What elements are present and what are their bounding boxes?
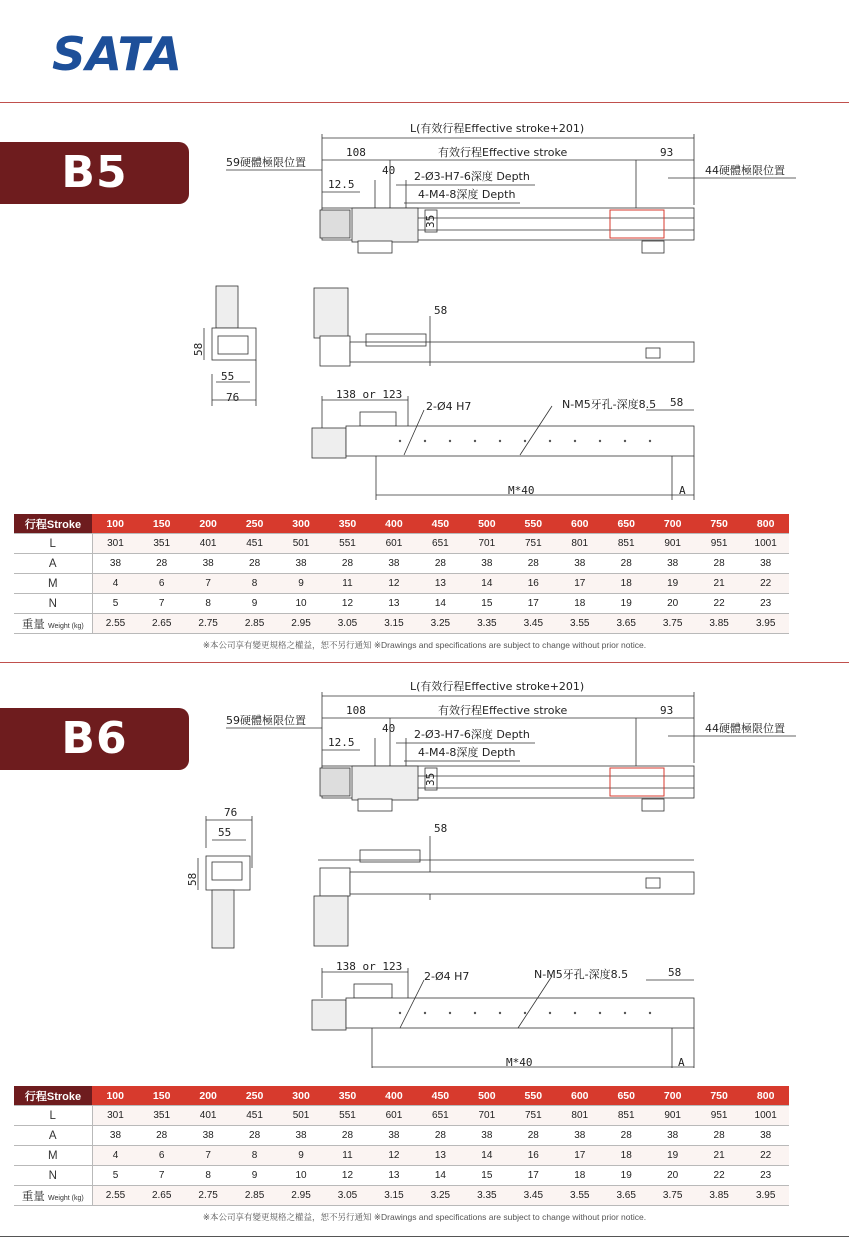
table-cell: 17 <box>510 1166 556 1186</box>
drawing-b5 <box>0 110 849 510</box>
disclaimer-note: ※本公司享有變更規格之權益，恕不另行通知 ※Drawings and specifications are subject to change without prior notice. <box>202 640 647 650</box>
table-cell: 5 <box>92 1166 138 1186</box>
table-cell: 38 <box>185 554 231 574</box>
table-cell: 28 <box>324 1126 370 1146</box>
table-cell: 17 <box>557 574 603 594</box>
table-cell: 8 <box>185 1166 231 1186</box>
table-cell: 351 <box>138 534 184 554</box>
table-cell: 301 <box>92 1106 138 1126</box>
table-cell: 23 <box>742 594 789 614</box>
table-cell: 2.65 <box>138 1186 184 1206</box>
table-cell: 601 <box>371 534 417 554</box>
table-cell: 10 <box>278 594 324 614</box>
dim-tap-hole: 4-M4-8深度 Depth <box>418 188 516 201</box>
dim-stroke: 有效行程Effective stroke <box>438 146 568 159</box>
stroke-value: 300 <box>278 514 324 534</box>
table-cell: 751 <box>510 1106 556 1126</box>
table-cell: 38 <box>371 1126 417 1146</box>
footer-rule <box>0 1236 849 1237</box>
dim-left-margin: 108 <box>346 704 366 717</box>
table-cell: 38 <box>92 1126 138 1146</box>
table-cell: 14 <box>464 574 510 594</box>
table-cell: 16 <box>510 574 556 594</box>
table-cell: 4 <box>92 574 138 594</box>
table-cell: 38 <box>185 1126 231 1146</box>
table-cell: 3.05 <box>324 614 370 634</box>
table-cell: 2.75 <box>185 1186 231 1206</box>
dim-slider-height: 35 <box>424 772 437 786</box>
stroke-value: 100 <box>92 1086 138 1106</box>
table-cell: 3.45 <box>510 614 556 634</box>
table-cell: 701 <box>464 1106 510 1126</box>
table-cell: 15 <box>464 594 510 614</box>
table-cell: 801 <box>557 534 603 554</box>
row-label <box>14 554 92 574</box>
table-cell: 2.55 <box>92 1186 138 1206</box>
stroke-value: 550 <box>510 514 556 534</box>
sata-logo <box>52 28 184 79</box>
table-cell: 17 <box>557 1146 603 1166</box>
stroke-value: 150 <box>138 514 184 534</box>
table-cell: 11 <box>324 1146 370 1166</box>
row-label <box>14 614 92 634</box>
dim-end-width-inner: 55 <box>221 370 235 383</box>
table-cell: 901 <box>649 1106 695 1126</box>
disclaimer-note: ※本公司享有變更規格之權益，恕不另行通知 ※Drawings and specifications are subject to change without prior notice. <box>202 1212 647 1222</box>
table-cell: 3.85 <box>696 614 742 634</box>
table-cell: 18 <box>603 574 649 594</box>
row-label-text: 重量 <box>21 618 45 631</box>
table-cell: 38 <box>649 554 695 574</box>
dim-right-limit: 44硬體極限位置 <box>705 722 785 735</box>
dim-right-margin: 93 <box>660 704 674 717</box>
stroke-value: 800 <box>742 1086 789 1106</box>
table-cell: 9 <box>231 1166 277 1186</box>
table-cell: 901 <box>649 534 695 554</box>
row-label <box>14 534 92 554</box>
spec-table-b6 <box>14 1086 789 1206</box>
table-cell: 3.15 <box>371 614 417 634</box>
table-cell: 801 <box>557 1106 603 1126</box>
dim-stroke: 有效行程Effective stroke <box>438 704 568 717</box>
table-cell: 21 <box>696 1146 742 1166</box>
dim-side-height: 58 <box>434 822 448 835</box>
stroke-value: 250 <box>231 514 277 534</box>
row-label <box>14 594 92 614</box>
table-cell: 28 <box>510 1126 556 1146</box>
table-cell: 9 <box>231 594 277 614</box>
dim-a: A <box>678 1056 685 1068</box>
table-cell: 38 <box>557 554 603 574</box>
table-cell: 7 <box>138 594 184 614</box>
dim-end-height: 58 <box>192 342 205 356</box>
dim-pitch: M*40 <box>506 1056 533 1068</box>
stroke-value: 500 <box>464 514 510 534</box>
table-cell: 28 <box>138 554 184 574</box>
row-label <box>14 1126 92 1146</box>
table-cell: 38 <box>278 554 324 574</box>
logo-text: SATA <box>52 28 182 74</box>
table-cell: 28 <box>696 1126 742 1146</box>
drawing-b6 <box>0 668 849 1068</box>
dim-right-margin: 93 <box>660 146 674 159</box>
dim-overall-length: L(有效行程Effective stroke+201) <box>410 680 585 693</box>
table-cell: 551 <box>324 1106 370 1126</box>
table-cell: 3.55 <box>557 1186 603 1206</box>
stroke-value: 650 <box>603 1086 649 1106</box>
dim-bottom-right: 58 <box>668 966 682 979</box>
table-cell: 12 <box>371 1146 417 1166</box>
model-badge: B6 <box>0 708 189 770</box>
table-cell: 2.95 <box>278 614 324 634</box>
row-label-text: M <box>47 577 58 590</box>
table-cell: 38 <box>557 1126 603 1146</box>
table-cell: 3.75 <box>649 614 695 634</box>
row-label <box>14 1106 92 1126</box>
table-cell: 38 <box>742 554 789 574</box>
table-cell: 3.15 <box>371 1186 417 1206</box>
table-cell: 3.25 <box>417 614 463 634</box>
row-label-text: N <box>48 1169 57 1182</box>
table-cell: 7 <box>185 1146 231 1166</box>
table-cell: 38 <box>278 1126 324 1146</box>
table-cell: 3.05 <box>324 1186 370 1206</box>
table-cell: 22 <box>696 1166 742 1186</box>
table-row <box>14 574 789 594</box>
row-label <box>14 1166 92 1186</box>
dim-pin-hole: 2-Ø3-H7-6深度 Depth <box>414 170 530 183</box>
dim-bottom-right: 58 <box>670 396 684 409</box>
stroke-value: 600 <box>557 1086 603 1106</box>
table-header-row <box>14 1086 789 1106</box>
table-cell: 601 <box>371 1106 417 1126</box>
table-cell: 3.35 <box>464 1186 510 1206</box>
table-cell: 23 <box>742 1166 789 1186</box>
dim-bottom-length: 138 or 123 <box>336 388 403 401</box>
dim-dowel-hole: 2-Ø4 H7 <box>424 970 470 983</box>
stroke-value: 600 <box>557 514 603 534</box>
table-cell: 14 <box>417 594 463 614</box>
table-cell: 851 <box>603 534 649 554</box>
dim-right-limit: 44硬體極限位置 <box>705 164 785 177</box>
table-cell: 2.55 <box>92 614 138 634</box>
table-cell: 3.35 <box>464 614 510 634</box>
table-cell: 2.85 <box>231 1186 277 1206</box>
table-cell: 22 <box>696 594 742 614</box>
dim-pitch: M*40 <box>508 484 535 497</box>
table-cell: 38 <box>371 554 417 574</box>
stroke-value: 450 <box>417 514 463 534</box>
table-cell: 19 <box>649 1146 695 1166</box>
table-cell: 38 <box>649 1126 695 1146</box>
stroke-value: 200 <box>185 1086 231 1106</box>
table-cell: 3.95 <box>742 614 789 634</box>
table-cell: 3.45 <box>510 1186 556 1206</box>
table-cell: 9 <box>278 574 324 594</box>
dim-dowel-hole: 2-Ø4 H7 <box>426 400 472 413</box>
table-header-row <box>14 514 789 534</box>
table-cell: 20 <box>649 1166 695 1186</box>
table-cell: 1001 <box>742 1106 789 1126</box>
stroke-value: 450 <box>417 1086 463 1106</box>
dim-left-margin: 108 <box>346 146 366 159</box>
stroke-value: 100 <box>92 514 138 534</box>
table-cell: 16 <box>510 1146 556 1166</box>
dim-mount-holes: N-M5牙孔-深度8.5 <box>534 968 629 981</box>
table-cell: 19 <box>603 594 649 614</box>
row-label <box>14 1186 92 1206</box>
row-sublabel: Weight (kg) <box>48 1194 84 1202</box>
table-cell: 3.55 <box>557 614 603 634</box>
table-cell: 11 <box>324 574 370 594</box>
spec-table-b5 <box>14 514 789 634</box>
stroke-value: 250 <box>231 1086 277 1106</box>
table-cell: 701 <box>464 534 510 554</box>
model-badge: B5 <box>0 142 189 204</box>
dim-end-width-inner: 55 <box>218 826 232 839</box>
table-cell: 5 <box>92 594 138 614</box>
table-cell: 6 <box>138 1146 184 1166</box>
row-label-text: M <box>47 1149 58 1162</box>
dim-overall-length: L(有效行程Effective stroke+201) <box>410 122 585 135</box>
stroke-value: 500 <box>464 1086 510 1106</box>
table-cell: 7 <box>185 574 231 594</box>
section-rule <box>0 662 849 663</box>
table-row <box>14 1146 789 1166</box>
table-cell: 451 <box>231 534 277 554</box>
table-cell: 651 <box>417 1106 463 1126</box>
table-cell: 3.75 <box>649 1186 695 1206</box>
table-cell: 401 <box>185 534 231 554</box>
dim-slider-height: 35 <box>424 214 437 228</box>
table-cell: 15 <box>464 1166 510 1186</box>
table-cell: 3.95 <box>742 1186 789 1206</box>
table-cell: 851 <box>603 1106 649 1126</box>
table-cell: 18 <box>557 594 603 614</box>
table-cell: 951 <box>696 1106 742 1126</box>
table-cell: 13 <box>371 1166 417 1186</box>
table-row <box>14 1126 789 1146</box>
table-cell: 2.85 <box>231 614 277 634</box>
table-cell: 19 <box>603 1166 649 1186</box>
stroke-value: 350 <box>324 514 370 534</box>
stroke-value: 150 <box>138 1086 184 1106</box>
table-cell: 951 <box>696 534 742 554</box>
table-cell: 451 <box>231 1106 277 1126</box>
table-cell: 38 <box>464 554 510 574</box>
stroke-header: 行程Stroke <box>14 514 92 534</box>
table-cell: 13 <box>371 594 417 614</box>
table-cell: 551 <box>324 534 370 554</box>
dim-left-limit: 59硬體極限位置 <box>226 714 306 727</box>
dim-side-height: 58 <box>434 304 448 317</box>
table-cell: 21 <box>696 574 742 594</box>
table-cell: 4 <box>92 1146 138 1166</box>
table-cell: 2.65 <box>138 614 184 634</box>
dim-bottom-length: 138 or 123 <box>336 960 403 973</box>
table-cell: 3.85 <box>696 1186 742 1206</box>
table-cell: 10 <box>278 1166 324 1186</box>
table-cell: 2.95 <box>278 1186 324 1206</box>
table-cell: 22 <box>742 1146 789 1166</box>
table-cell: 28 <box>603 1126 649 1146</box>
row-label-text: A <box>48 557 57 570</box>
stroke-value: 400 <box>371 514 417 534</box>
dim-slider-offset: 12.5 <box>328 736 355 749</box>
table-cell: 19 <box>649 574 695 594</box>
dim-pin-hole: 2-Ø3-H7-6深度 Depth <box>414 728 530 741</box>
table-row <box>14 594 789 614</box>
row-label-text: 重量 <box>21 1190 45 1203</box>
row-sublabel: Weight (kg) <box>48 622 84 630</box>
table-cell: 3.25 <box>417 1186 463 1206</box>
table-cell: 7 <box>138 1166 184 1186</box>
table-cell: 28 <box>231 554 277 574</box>
row-label-text: L <box>49 1109 56 1122</box>
table-cell: 28 <box>138 1126 184 1146</box>
dim-tap-hole: 4-M4-8深度 Depth <box>418 746 516 759</box>
table-cell: 13 <box>417 574 463 594</box>
stroke-value: 750 <box>696 514 742 534</box>
table-cell: 6 <box>138 574 184 594</box>
table-cell: 651 <box>417 534 463 554</box>
table-cell: 13 <box>417 1146 463 1166</box>
table-cell: 14 <box>417 1166 463 1186</box>
table-row <box>14 554 789 574</box>
table-cell: 501 <box>278 1106 324 1126</box>
table-cell: 28 <box>417 1126 463 1146</box>
row-label-text: L <box>49 537 56 550</box>
table-cell: 17 <box>510 594 556 614</box>
table-row <box>14 534 789 554</box>
stroke-value: 400 <box>371 1086 417 1106</box>
table-cell: 38 <box>92 554 138 574</box>
dim-a: A <box>679 484 686 497</box>
table-cell: 3.65 <box>603 1186 649 1206</box>
table-cell: 28 <box>324 554 370 574</box>
table-cell: 9 <box>278 1146 324 1166</box>
dim-slider-offset: 12.5 <box>328 178 355 191</box>
stroke-value: 700 <box>649 514 695 534</box>
table-cell: 3.65 <box>603 614 649 634</box>
dim-pin-spacing: 40 <box>382 722 396 735</box>
table-cell: 1001 <box>742 534 789 554</box>
stroke-header: 行程Stroke <box>14 1086 92 1106</box>
stroke-value: 550 <box>510 1086 556 1106</box>
table-cell: 18 <box>603 1146 649 1166</box>
table-cell: 38 <box>464 1126 510 1146</box>
table-cell: 20 <box>649 594 695 614</box>
header-rule <box>0 102 849 103</box>
row-label <box>14 1146 92 1166</box>
table-cell: 8 <box>231 574 277 594</box>
table-cell: 501 <box>278 534 324 554</box>
dim-end-width-outer: 76 <box>226 391 240 404</box>
dim-end-width-outer: 76 <box>224 806 238 819</box>
table-cell: 28 <box>510 554 556 574</box>
table-cell: 28 <box>231 1126 277 1146</box>
stroke-value: 750 <box>696 1086 742 1106</box>
table-row <box>14 1186 789 1206</box>
row-label-text: A <box>48 1129 57 1142</box>
table-cell: 12 <box>324 594 370 614</box>
dim-end-height: 58 <box>186 872 199 886</box>
table-cell: 14 <box>464 1146 510 1166</box>
table-row <box>14 1106 789 1126</box>
table-cell: 28 <box>417 554 463 574</box>
stroke-value: 350 <box>324 1086 370 1106</box>
dim-left-limit: 59硬體極限位置 <box>226 156 306 169</box>
table-row <box>14 614 789 634</box>
table-cell: 28 <box>696 554 742 574</box>
dim-pin-spacing: 40 <box>382 164 396 177</box>
stroke-value: 300 <box>278 1086 324 1106</box>
table-cell: 28 <box>603 554 649 574</box>
dim-mount-holes: N-M5牙孔-深度8.5 <box>562 398 657 411</box>
row-label <box>14 574 92 594</box>
table-cell: 351 <box>138 1106 184 1126</box>
table-row <box>14 1166 789 1186</box>
row-label-text: N <box>48 597 57 610</box>
table-cell: 18 <box>557 1166 603 1186</box>
table-cell: 38 <box>742 1126 789 1146</box>
table-cell: 301 <box>92 534 138 554</box>
table-cell: 8 <box>185 594 231 614</box>
stroke-value: 700 <box>649 1086 695 1106</box>
table-cell: 751 <box>510 534 556 554</box>
table-cell: 2.75 <box>185 614 231 634</box>
stroke-value: 200 <box>185 514 231 534</box>
table-cell: 12 <box>371 574 417 594</box>
stroke-value: 800 <box>742 514 789 534</box>
table-cell: 401 <box>185 1106 231 1126</box>
table-cell: 12 <box>324 1166 370 1186</box>
table-cell: 8 <box>231 1146 277 1166</box>
table-cell: 22 <box>742 574 789 594</box>
stroke-value: 650 <box>603 514 649 534</box>
